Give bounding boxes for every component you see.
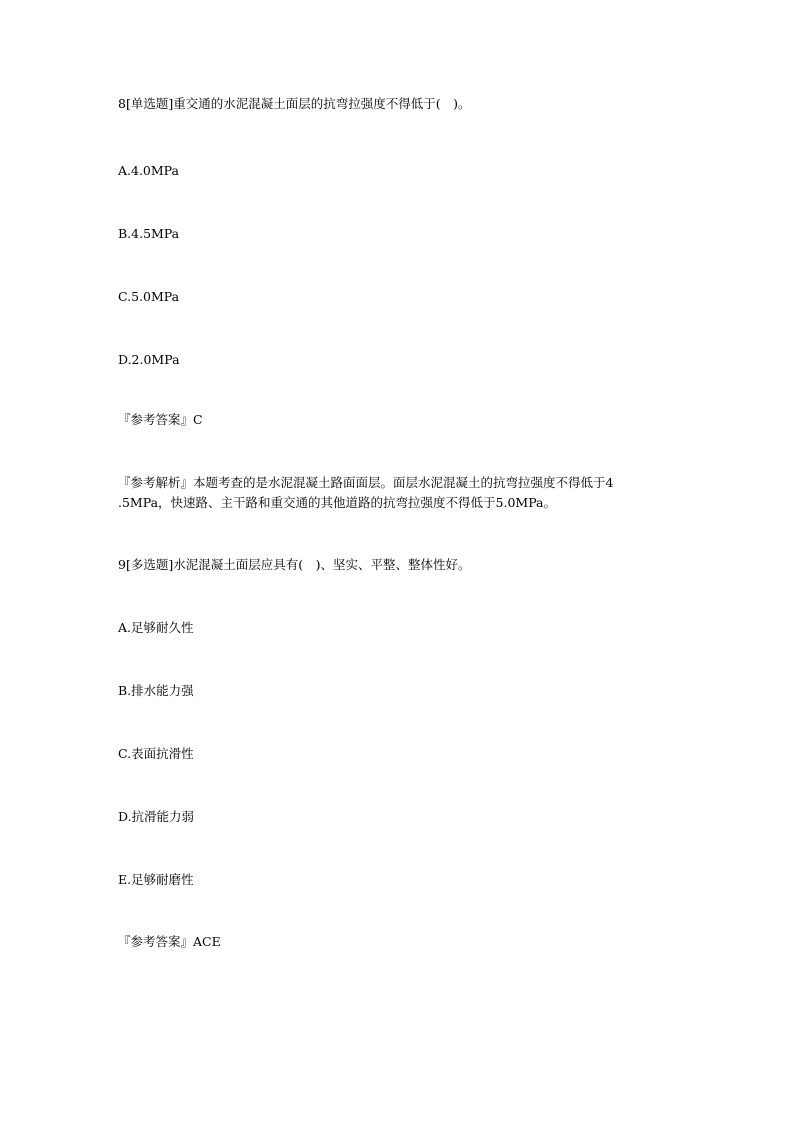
question-9-option-e: E.足够耐磨性 (118, 872, 194, 887)
question-9-option-c: C.表面抗滑性 (118, 746, 194, 761)
question-8-stem: 8[单选题]重交通的水泥混凝土面层的抗弯拉强度不得低于( )。 (118, 96, 471, 111)
question-8-analysis-line-2: .5MPa，快速路、主干路和重交通的其他道路的抗弯拉强度不得低于5.0MPa。 (118, 495, 557, 510)
question-8-option-b: B.4.5MPa (118, 226, 180, 241)
question-9-answer: 『参考答案』ACE (118, 934, 221, 949)
question-8-analysis (118, 473, 678, 513)
question-9-option-a: A.足够耐久性 (118, 620, 194, 635)
question-9-option-b: B.排水能力强 (118, 683, 194, 698)
question-9-stem: 9[多选题]水泥混凝土面层应具有( )、坚实、平整、整体性好。 (118, 557, 471, 572)
question-8-analysis-line-1: 『参考解析』本题考查的是水泥混凝土路面面层。面层水泥混凝土的抗弯拉强度不得低于4 (118, 475, 614, 490)
question-9-option-d: D.抗滑能力弱 (118, 809, 195, 824)
question-8-option-d: D.2.0MPa (118, 352, 180, 367)
question-8-option-a: A.4.0MPa (118, 163, 179, 178)
question-8-option-c: C.5.0MPa (118, 289, 180, 304)
question-8-answer: 『参考答案』C (118, 412, 203, 427)
